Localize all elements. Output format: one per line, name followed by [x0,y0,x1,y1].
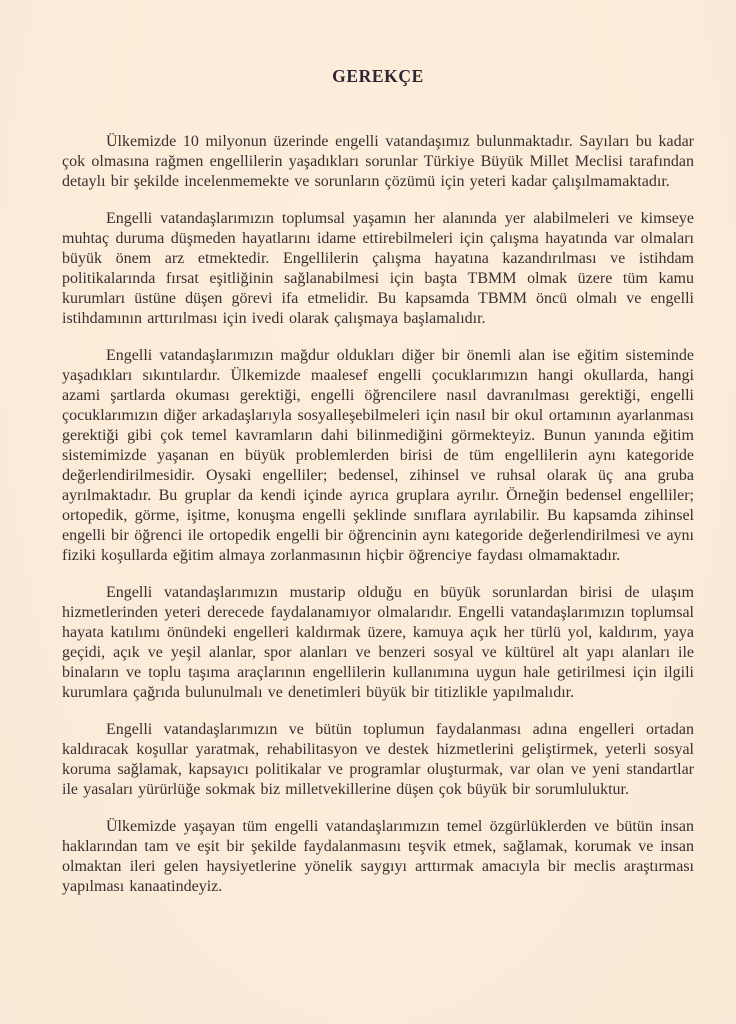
paragraph: Engelli vatandaşlarımızın toplumsal yaşamın her alanında yer alabilmeleri ve kimseye muhtaç duruma düşmeden hayatlarını idame ettirebilmeleri için çalışma hayatında var olmaları büyük önem arz etmektedir. Engellilerin çalışma hayatına kazandırılması ve istihdam politikalarında fırsat eşitliğinin sağlanabilmesi için başta TBMM olmak üzere tüm kamu kurumları üstüne düşen görevi ifa etmelidir. Bu kapsamda TBMM öncü olmalı ve engelli istihdamının arttırılması için ivedi olarak çalışmaya başlamalıdır. [62,210,694,327]
paragraph: Engelli vatandaşlarımızın mağdur oldukları diğer bir önemli alan ise eğitim sisteminde yaşadıkları sıkıntılardır. Ülkemizde maalesef engelli çocuklarımızın hangi okullarda, hangi azami şartlarda okuması gerektiği, engelli öğrencilere nasıl davranılması gerektiği, engelli çocuklarımızın diğer arkadaşlarıyla sosyalleşebilmeleri için nasıl bir okul ortamının ayarlanması gerektiği gibi çok temel kavramların dahi bilinmediğini görmekteyiz. Bunun yanında eğitim sistemimizde yaşanan en büyük problemlerden birisi de tüm engellilerin aynı kategoride değerlendirilmesidir. Oysaki engelliler; bedensel, zihinsel ve ruhsal olarak üç ana gruba ayrılmaktadır. Bu gruplar da kendi içinde ayrıca gruplara ayrılır. Örneğin bedensel engelliler; ortopedik, görme, işitme, konuşma engelli şeklinde sınıflara ayrılabilir. Bu kapsamda zihinsel engelli bir öğrenci ile ortopedik engelli bir öğrencinin aynı kategoride değerlendirilmesi ve aynı fiziki koşullarda eğitim almaya zorlanmasının hiçbir öğrenciye faydası olmamaktadır. [62,347,694,564]
paragraph: Engelli vatandaşlarımızın ve bütün toplumun faydalanması adına engelleri ortadan kaldıracak koşullar yaratmak, rehabilitasyon ve destek hizmetlerini geliştirmek, yeterli sosyal koruma sağlamak, kapsayıcı politikalar ve programlar oluşturmak, var olan ve yeni standartlar ile yasaları yürürlüğe sokmak biz milletvekillerine düşen çok büyük bir sorumluluktur. [62,721,694,798]
paragraph: Ülkemizde yaşayan tüm engelli vatandaşlarımızın temel özgürlüklerden ve bütün insan haklarından tam ve eşit bir şekilde faydalanmasını teşvik etmek, sağlamak, korumak ve insan olmaktan ileri gelen haysiyetlerine yönelik saygıyı arttırmak amacıyla bir meclis araştırması yapılması kanaatindeyiz. [62,818,694,895]
paragraph: Ülkemizde 10 milyonun üzerinde engelli vatandaşımız bulunmaktadır. Sayıları bu kadar çok olmasına rağmen engellilerin yaşadıkları sorunlar Türkiye Büyük Millet Meclisi tarafından detaylı bir şekilde incelenmemekte ve sorunların çözümü için yeteri kadar çalışılmamaktadır. [62,133,694,190]
document-body [62,132,694,897]
document-heading: GEREKÇE [332,66,424,86]
paragraph: Engelli vatandaşlarımızın mustarip olduğu en büyük sorunlardan birisi de ulaşım hizmetlerinden yeteri derecede faydalanamıyor olmalarıdır. Engelli vatandaşlarımızın toplumsal hayata katılımı önündeki engelleri kaldırmak üzere, kamuya açık her türlü yol, kaldırım, yaya geçidi, açık ve yeşil alanlar, spor alanları ve benzeri sosyal ve kültürel alt yapı alanları ile binaların ve toplu taşıma araçlarının engellilerin kullanımına uygun hale getirilmesi için ilgili kurumlara çağrıda bulunulmalı ve denetimleri büyük bir titizlikle yapılmalıdır. [62,584,694,701]
